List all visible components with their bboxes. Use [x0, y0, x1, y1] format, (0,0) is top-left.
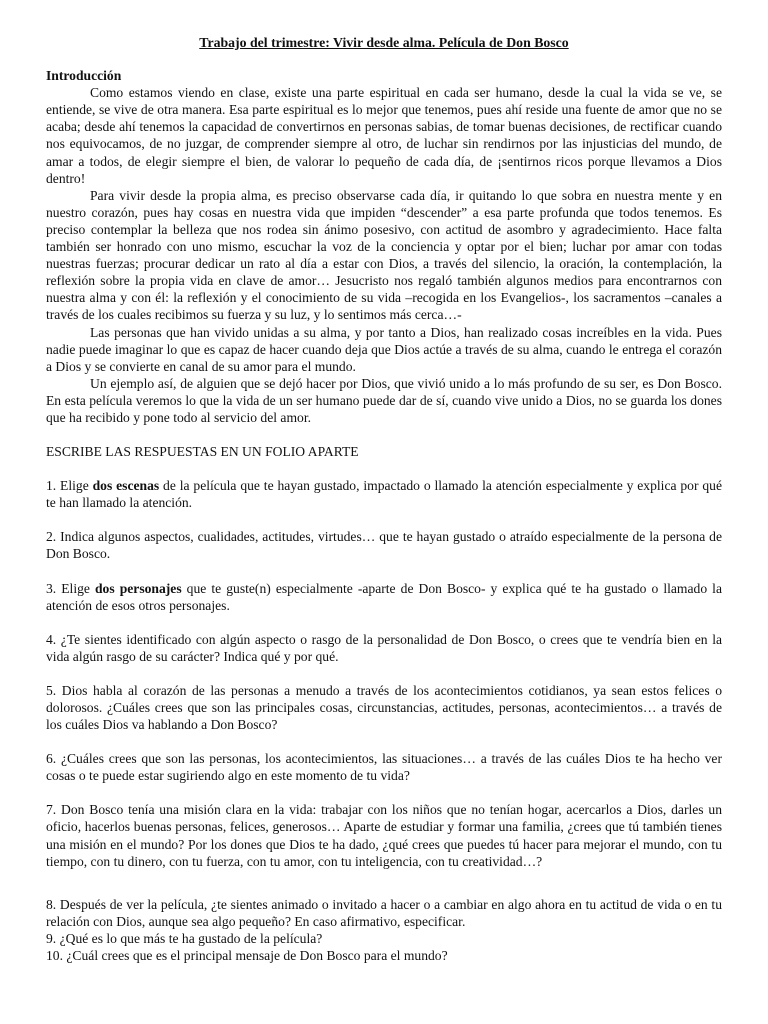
question-3-emphasis: dos personajes	[95, 580, 182, 596]
question-1-post: de la película que te hayan gustado, impactado o llamado la atención especialmente y explica por qué te han llamado la atención.	[46, 478, 722, 511]
question-1	[46, 477, 722, 511]
question-10: 10. ¿Cuál crees que es el principal mensaje de Don Bosco para el mundo?	[46, 948, 448, 964]
question-8: 8. Después de ver la película, ¿te sientes animado o invitado a hacer o a cambiar en algo ahora en tu actitud de vida o en tu relación con Dios, aunque sea algo pequeño? En caso afirmativo, especificar.	[46, 896, 722, 929]
question-2: 2. Indica algunos aspectos, cualidades, actitudes, virtudes… que te hayan gustado o atraído especialmente de la persona de Don Bosco.	[46, 529, 722, 562]
question-3-post: que te guste(n) especialmente -aparte de Don Bosco- y explica qué te ha gustado o llamado la atención de esos otros personajes.	[46, 580, 722, 613]
intro-paragraph-1: Como estamos viendo en clase, existe una parte espiritual en cada ser humano, desde la cual la vida se ve, se entiende, se vive de otra manera. Esa parte espiritual es lo mejor que tenemos, pues ahí reside una fuente de amor que no se acaba; desde ahí tenemos la capacidad de convertirnos en personas sabias, de tomar buenas decisiones, de rectificar cuando nos equivocamos, de no juzgar, de comprender siempre al otro, de luchar sin rendirnos por las injusticias del mundo, de amar a todos, de elegir siempre el bien, de valorar lo pequeño de cada día, de ¡sentirnos ricos porque llevamos a Dios dentro!	[46, 85, 722, 186]
question-4: 4. ¿Te sientes identificado con algún aspecto o rasgo de la personalidad de Don Bosco, o crees que te vendría bien en la vida algún rasgo de su carácter? Indica qué y por qué.	[46, 631, 722, 664]
question-3	[46, 580, 722, 614]
question-9: 9. ¿Qué es lo que más te ha gustado de la película?	[46, 930, 323, 946]
intro-paragraph-2: Para vivir desde la propia alma, es preciso observarse cada día, ir quitando lo que sobra en nuestra mente y en nuestro corazón, pues hay cosas en nuestra vida que impiden “descender” a esa parte profunda que todos tenemos. Es preciso contemplar la belleza que nos rodea sin ánimo posesivo, con actitud de asombro y agradecimiento. Hace falta también ser honrado con uno mismo, escuchar la voz de la conciencia y optar por el bien; luchar por amar con todas nuestras fuerzas; procurar dedicar un rato al día a estar con Dios, a través del silencio, la oración, la contemplación, la reflexión sobre la propia vida en clave de amor… Jesucristo nos regaló también algunos medios para encontrarnos con nuestra alma y con él: la reflexión y el conocimiento de su vida –recogida en los Evangelios-, los sacramentos –canales a través de los cuales recibimos su fuerza y su luz, y lo sentimos más cerca…-	[46, 187, 722, 323]
question-1-emphasis: dos escenas	[92, 478, 160, 494]
question-3-pre: 3. Elige	[46, 580, 95, 596]
intro-paragraph-3: Las personas que han vivido unidas a su alma, y por tanto a Dios, han realizado cosas increíbles en la vida. Pues nadie puede imaginar lo que es capaz de hacer cuando deja que Dios actúe a través de su alma, cuando le entrega el corazón a Dios y se convierte en canal de su amor para el mundo.	[46, 324, 722, 374]
intro-heading: Introducción	[46, 68, 122, 84]
question-5: 5. Dios habla al corazón de las personas a menudo a través de los acontecimientos cotidianos, ya sean estos felices o dolorosos. ¿Cuáles crees que son las principales cosas, circunstancias, actitudes, personas, acontecimientos… a través de los cuáles Dios va hablando a Don Bosco?	[46, 682, 722, 733]
intro-paragraph-4: Un ejemplo así, de alguien que se dejó hacer por Dios, que vivió unido a lo más profundo de su ser, es Don Bosco. En esta película veremos lo que la vida de un ser humano puede dar de sí, cuando vive unido a Dios, no se guarda los dones que ha recibido y pone todo al servicio del amor.	[46, 375, 722, 425]
question-1-pre: 1. Elige	[46, 478, 93, 494]
instruction-line: ESCRIBE LAS RESPUESTAS EN UN FOLIO APARTE	[46, 444, 359, 460]
document-title: Trabajo del trimestre: Vivir desde alma. Película de Don Bosco	[199, 35, 569, 50]
question-7: 7. Don Bosco tenía una misión clara en la vida: trabajar con los niños que no tenían hogar, acercarlos a Dios, darles un oficio, hacerlos buenas personas, felices, generosos… Aparte de estudiar y formar una familia, ¿crees que tú también tienes una misión en el mundo? Por los dones que Dios te ha dado, ¿qué crees que puedes tú hacer para mejorar el mundo, con tu tiempo, con tu dinero, con tu fuerza, con tu amor, con tu inteligencia, con tu creatividad…?	[46, 802, 722, 869]
question-6: 6. ¿Cuáles crees que son las personas, los acontecimientos, las situaciones… a través de las cuáles Dios te ha hecho ver cosas o te puede estar sugiriendo algo en este momento de tu vida?	[46, 751, 722, 784]
